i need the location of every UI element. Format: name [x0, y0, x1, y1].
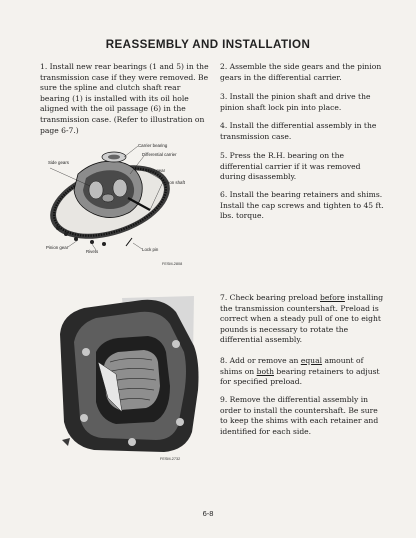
lock-pin-drawing: [126, 238, 132, 246]
differential-carrier-drawing: [74, 152, 142, 218]
label-pinion-gear: Pinion gear: [46, 245, 69, 250]
label-differential-carrier: Differential carrier: [142, 152, 177, 157]
label-carrier-bearing: Carrier bearing: [138, 143, 168, 148]
label-lock-pin: Lock pin: [142, 247, 159, 252]
label-pinion-shaft: Pinion shaft: [162, 180, 185, 185]
transmission-case-photo: [44, 290, 214, 466]
label-side-gears: Side gears: [48, 160, 69, 165]
step-3-text: 3. Install the pinion shaft and drive the pinion shaft lock pin into place.: [220, 92, 371, 112]
label-ring-gear: Ring gear: [146, 168, 166, 173]
step-5-text: 5. Press the R.H. bearing on the differential carrier if it was removed during disassembly.: [220, 151, 361, 182]
step-9-text: 9. Remove the differential assembly in order to install the countershaft. Be sure to keep the shims with each retainer and identified for each side.: [220, 395, 379, 436]
step-2-text: 2. Assemble the side gears and the pinion gears in the differential carrier.: [220, 62, 382, 82]
figure1-code: FESM-2808: [162, 262, 183, 266]
page-number: 6-8: [202, 509, 214, 518]
label-rivets: Rivets: [86, 249, 99, 254]
step-6-text: 6. Install the bearing retainers and shims. Install the cap screws and tighten to 45 ft. lbs. torque.: [220, 190, 384, 221]
step-4-text: 4. Install the differential assembly in the transmission case.: [220, 121, 377, 141]
figure2-code: FESM-2732: [160, 457, 181, 461]
step-8-text: 8. Add or remove an equal amount of shims on both bearing retainers to adjust for specified preload.: [220, 356, 380, 387]
differential-exploded-illustration: [34, 140, 214, 270]
page-title: REASSEMBLY AND INSTALLATION: [105, 38, 311, 51]
step-1-text: 1. Install new rear bearings (1 and 5) in the transmission case if they were removed. Be sure the spline and clutch shaft rear bearing (1) is installed with its oil hole aligned with the oil passage (6) in the transmission case. (Refer to illustration on page 6-7.): [40, 62, 209, 135]
step-7-text: 7. Check bearing preload before installing the transmission countershaft. Preload is correct when a steady pull of one to eight pounds is necessary to rotate the differential assembly.: [220, 293, 384, 345]
